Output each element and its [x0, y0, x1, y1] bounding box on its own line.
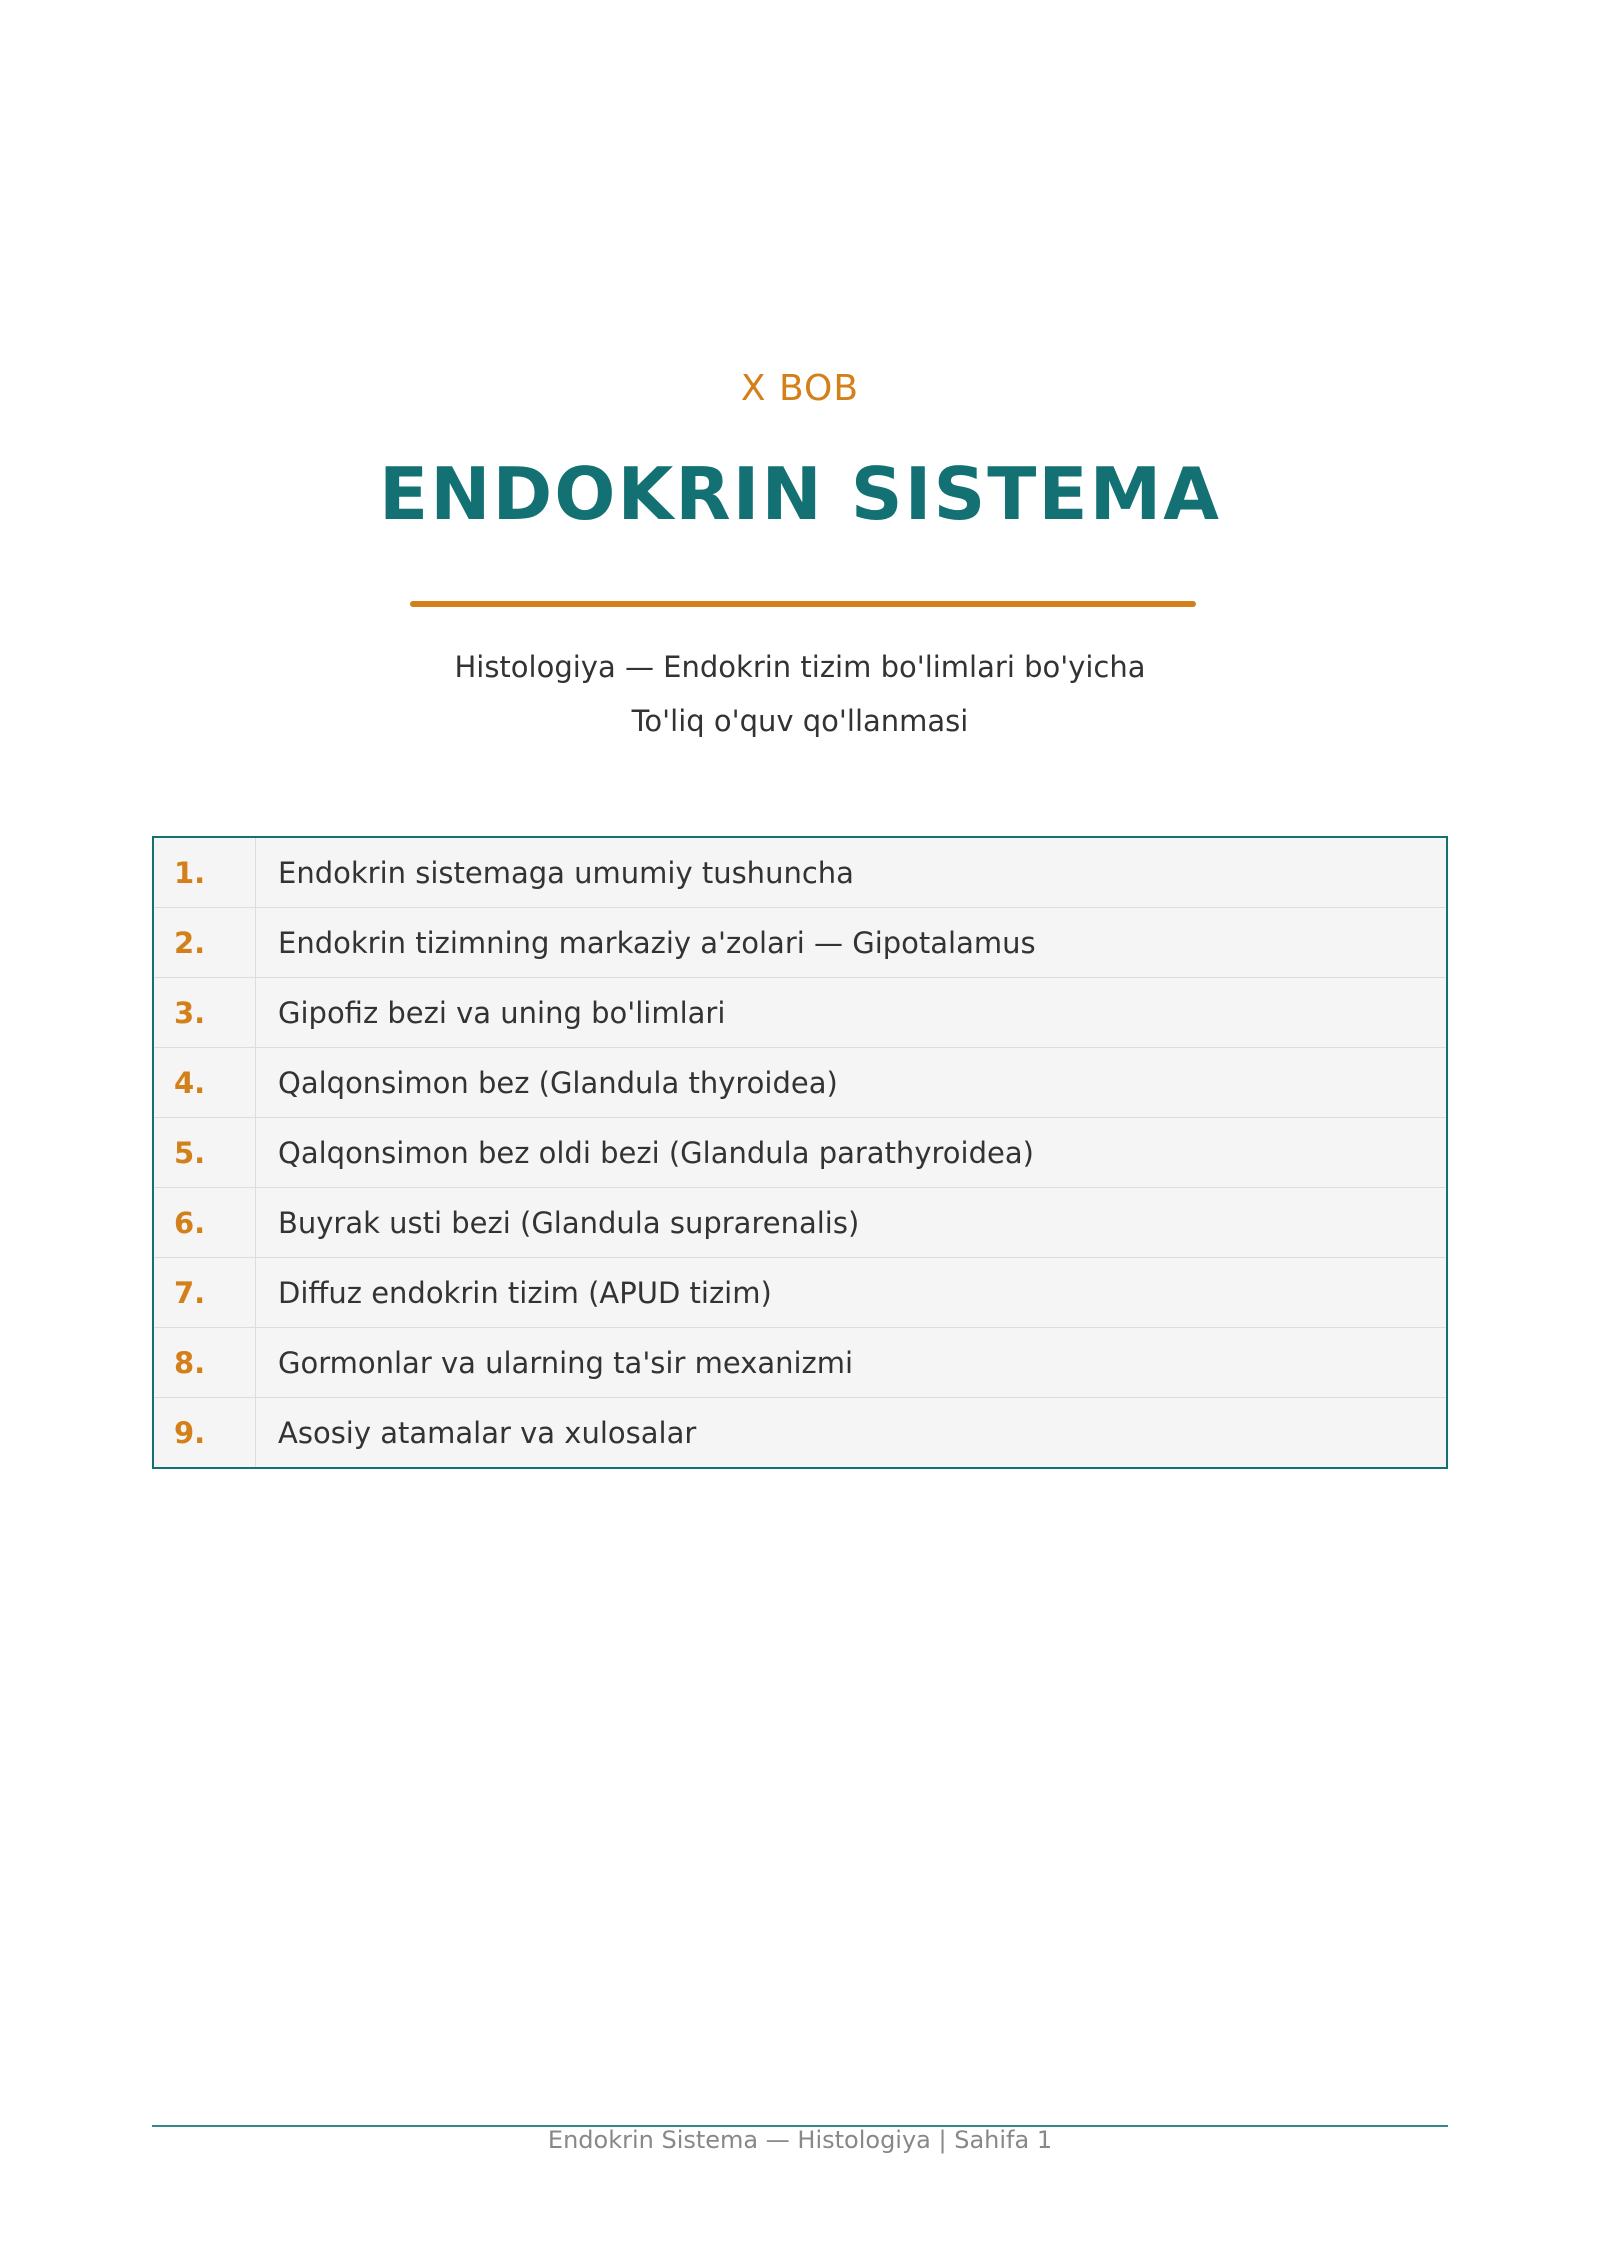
toc-row — [154, 1118, 1446, 1188]
toc-item-label: Gormonlar va ularning ta'sir mexanizmi — [278, 1345, 854, 1380]
toc-row — [154, 1398, 1446, 1467]
toc-number: 9. — [154, 1398, 256, 1467]
toc-number: 2. — [154, 908, 256, 977]
toc-item-label: Buyrak usti bezi (Glandula suprarenalis) — [278, 1205, 860, 1240]
title-divider — [410, 601, 1196, 607]
toc-item-label: Gipofiz bezi va uning bo'limlari — [278, 995, 726, 1030]
toc-number: 6. — [154, 1188, 256, 1257]
toc-row — [154, 1258, 1446, 1328]
toc-item-label: Diffuz endokrin tizim (APUD tizim) — [278, 1275, 772, 1310]
toc-row — [154, 978, 1446, 1048]
toc-row — [154, 908, 1446, 978]
toc-item-label: Qalqonsimon bez (Glandula thyroidea) — [278, 1065, 838, 1100]
subtitle-line-1: Histologiya — Endokrin tizim bo'limlari bo'yicha — [454, 650, 1146, 684]
toc-row — [154, 838, 1446, 908]
table-of-contents — [152, 836, 1448, 1469]
chapter-label: X BOB — [740, 368, 860, 409]
toc-item-label: Endokrin sistemaga umumiy tushuncha — [278, 855, 854, 890]
subtitle-line-2: To'liq o'quv qo'llanmasi — [631, 704, 969, 738]
toc-item-label: Endokrin tizimning markaziy a'zolari — Gipotalamus — [278, 925, 1036, 960]
toc-number: 7. — [154, 1258, 256, 1327]
toc-number: 4. — [154, 1048, 256, 1117]
toc-number: 1. — [154, 838, 256, 907]
toc-row — [154, 1328, 1446, 1398]
toc-item-label: Qalqonsimon bez oldi bezi (Glandula parathyroidea) — [278, 1135, 1034, 1170]
page-footer: Endokrin Sistema — Histologiya | Sahifa 1 — [547, 2126, 1053, 2154]
page-title: ENDOKRIN SISTEMA — [379, 452, 1221, 536]
toc-row — [154, 1188, 1446, 1258]
toc-number: 3. — [154, 978, 256, 1047]
toc-row — [154, 1048, 1446, 1118]
toc-item-label: Asosiy atamalar va xulosalar — [278, 1415, 697, 1450]
toc-number: 5. — [154, 1118, 256, 1187]
toc-number: 8. — [154, 1328, 256, 1397]
